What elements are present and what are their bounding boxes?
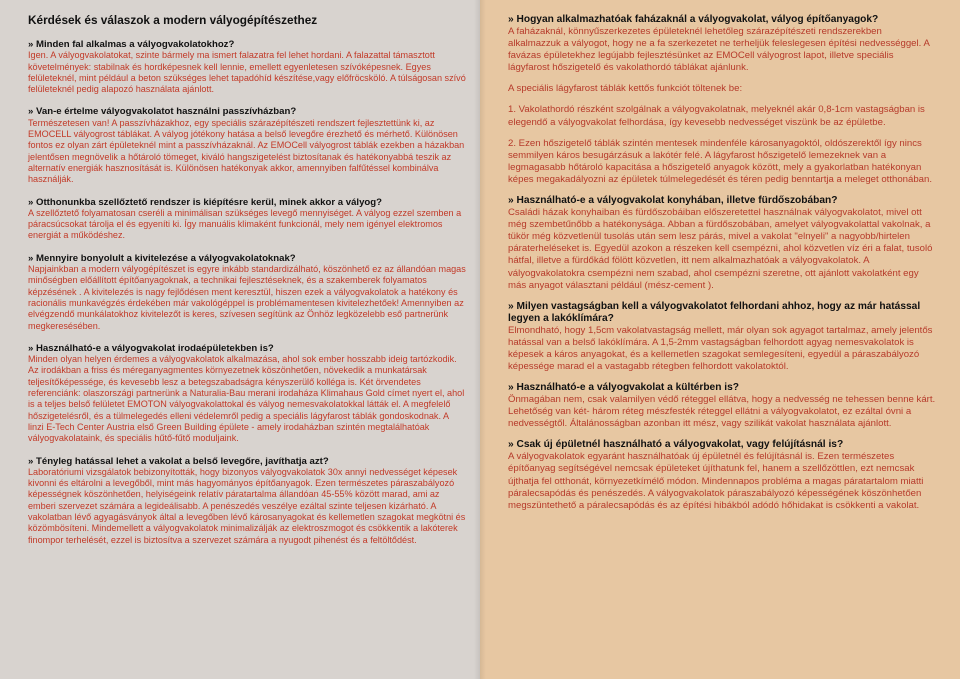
question: » Mennyire bonyolult a kivitelezése a vályogvakolatoknak?: [28, 252, 296, 264]
qa-section: [28, 106, 466, 185]
answer: A faházaknál, könnyűszerkezetes épületeknél lehetőleg szárazépítészeti rendszerekben alkalmazzuk a vályogot, hogy ne a fa szerkezetet ne terheljük feleslegesen építési nedvességgel. A favázas épületekhez legújabb fejlesztésünket az EMOCell vályogrost lapot, illetve speciális lágyfarost hőszigetelő és vakolathordó táblákat ajánlunk.: [508, 26, 930, 74]
question: » Használható-e a vályogvakolat a kültérben is?: [508, 382, 739, 394]
question: » Milyen vastagságban kell a vályogvakolatot felhordani ahhoz, hogy az már hatással legyen a lakóklímára?: [508, 300, 921, 324]
answer: Igen. A vályogvakolatokat, szinte bármely ma ismert falazatra fel lehet hordani. A falazattal támasztott követelmények: stabilnak és hordképesnek kell lennie, emellett egyenletesen szívóképesnek. Egyes felületeknél, mint például a beton szükséges lehet tapadóhíd készítése,vagy előfröcsköló. A túlságosan szívó felületeknél pedig alapozó használata ajánlott.: [28, 50, 466, 95]
answer: Elmondható, hogy 1,5cm vakolatvastagság mellett, már olyan sok agyagot tartalmaz, amely jelentős hatással van a belső lakóklímára. A 1,5-2mm vastagságban felhordott agyag nemesvakolatok is képesek a káros anyagokat, és a kellemetlen szagokat semlegesíteni, egyedül a páraszabályozó képessége marad el a vastagabb rétegben felhordott vakolatoktól.: [508, 324, 933, 372]
page-heading: Kérdések és válaszok a modern vályogépítészethez: [28, 13, 318, 27]
question: » Otthonunkba szellőztető rendszer is kiépítésre kerül, minek akkor a vályog?: [28, 196, 383, 208]
qa-section: [28, 343, 466, 445]
qa-section: [508, 439, 936, 511]
qa-section: [508, 195, 936, 292]
question: » Van-e értelme vályogvakolatot használni passzívházban?: [28, 106, 297, 118]
question: » Csak új épületnél használható a vályogvakolat, vagy felújításnál is?: [508, 439, 844, 451]
answer-paragraph: 2. Ezen hőszigetelő táblák szintén mentesek mindenféle károsanyagoktól, oldószerektől így nincs semmilyen káros besugárzásuk a lakótér felé. A lágyfarost hőszigetelő lemezeknek van a legmagasabb hőtároló kapacitása a hőszigetelő anyagok között, mely a gyakorlatban hatékonyan képes megakadályozni az épületek túlmelegedését és téren pedig benntartja a meleget otthonában.: [508, 137, 933, 185]
answer: Természetesen van! A passzívházakhoz, egy speciális szárazépítészeti rendszert fejlesztettünk ki, az EMOCELL vályogrost táblákat. A vályog jótékony hatása a belső levegőre érezhető és mérhető. Különösen fontos ez olyan zárt épületeknél mint a passzívházaknál. Az EMOCell vályogrost táblák ezekben a házakban jelentősen megnövelik a hőtároló tömeget, kiváló hangszigetelést biztosítanak és hatékonyabbá teszik az alternatív energiák hasznosítását is. Különösen hatékonyak akkor, amennyiben falfűtéssel kombinálva használják.: [28, 117, 465, 185]
question: » Használható-e a vályogvakolat irodaépületekben is?: [28, 342, 274, 354]
answer: Napjainkban a modern vályogépítészet is egyre inkább standardizálható, köszönhető ez az állandóan magas minőségben előállított építőanyagoknak, a technikai fejlesztéseknek, és a szakemberek folyamatos képzésének . A kivitelezés is nagy fejlődésen ment keresztül, hiszen ezek a vályogvakolatok a hatékony és racionális munkavégzés érdekében már vakológéppel is problémamentesen kivitelezhetőek! Amennyiben az elvégzendő munkálatokhoz kivitelezőt is keres, szívesen segítünk az Önhöz legközelebb eső partnerünk megkeresésében.: [28, 264, 466, 331]
answer: Önmagában nem, csak valamilyen védő réteggel ellátva, hogy a nedvesség ne tehessen benne kárt. Lehetőség van két- három réteg mészfesték réteggel ellátni a vályogvakolatot, ez ezáltal óvni a nedvességtől. Általánosságban azonban itt mész, vagy szilikát vakolat használata ajánlott.: [508, 394, 936, 430]
question: » Használható-e a vályogvakolat konyhában, illetve fürdőszobában?: [508, 195, 838, 207]
answer: A szellőztető folyamatosan cseréli a minimálisan szükséges levegő mennyiséget. A vályog ezzel szemben a páracsúcsokat tárolja el és egyeníti ki. Így manuális klimaként funkcionál, mely nem igényel elektromos energiát a működéshez.: [28, 207, 462, 241]
qa-section: [28, 39, 466, 95]
page-fold-shadow: [474, 0, 486, 679]
answer: Családi házak konyhaiban és fürdőszobáiban előszeretettel használnak vályogvakolatot, mivel ott még szembetűnőbb a hatékonysága. Abban a fürdőszobában, amelyet vályogvakolattal vakolnak, a tükör még közvetlenül tusolás után sem lesz párás, mivel a vakolat "elnyeli" a nagyobb/hirtelen páraterheléseket is. Egyedül azokon a részeken kell csempézni, ahol közvetlen víz éri a falat, tusoló hátfal, illetve a fürdőkád fölött közvetlen, itt nem alkalmazhatóak a vályogvakolatok. A vályogvakolatokra csempézni nem szabad, ahol csempézni szeretne, ott ajánlott vakolatként egy más anyagot választani például (mész-cement ).: [508, 207, 933, 291]
right-page: [480, 0, 960, 679]
qa-section: [28, 456, 466, 546]
qa-section: [508, 301, 936, 373]
question: » Minden fal alkalmas a vályogvakolatokhoz?: [28, 39, 235, 50]
answer-paragraph: A speciális lágyfarost táblák kettős funkciót töltenek be:: [508, 83, 743, 95]
answer: Laboratóriumi vizsgálatok bebizonyították, hogy bizonyos vályogvakolatok 30x annyi nedvességet képesek kivonni és eltárolni a levegőből, mint más hagyományos építőanyagok. Ezen természetes páraszabályozó képességnek köszönhetően, helyiségeink relatív páratartalma állandóan 45-55% között marad, ami az emberi szervezet számára a legideálisabb. A penészedés veszélye ezáltal szinte teljesen kizárható. A vakolatban lévő agyagásványok által a levegőben lévő károsanyagokat és kellemetlen szagokat megkötni és közömbösíteni. Mindemellett a vályogvakolatok minimalizálják az elektroszmogot és csökkentik a lakóterek finompor terhelését, ezzel is biztosítva a szervezet számára a nyugodt pihenést és a feltöltődést.: [28, 466, 466, 545]
qa-section: [28, 197, 466, 242]
question: » Hogyan alkalmazhatóak faházaknál a vályogvakolat, vályog építőanyagok?: [508, 14, 879, 25]
answer-paragraph: 1. Vakolathordó részként szolgálnak a vályogvakolatnak, melyeknél akár 0,8-1cm vastagságban is elegendő a vályogvakolat felhordása, így kevesebb nedvességet viszünk be az épületbe.: [508, 104, 925, 128]
answer: A vályogvakolatok egyaránt használhatóak új épületnél és felújításnál is. Ezen természetes építőanyag segítségével nemcsak épületeket újíthatunk fel, hanem a szellőzöttlen, ezt nemcsak újthatja fel otthonát, környezetkímélő módon. Mindennapos probléma a magas páratartalom miatti páralecsapódás és penészedés. A vályogvakolatok páraszabályozó képességének köszönhetően megszüntethető a páralecsapódás és az építési hibákból adódó hőhidakat is csökkenti a vakolat.: [508, 451, 924, 511]
qa-section: [28, 253, 466, 332]
answer: Minden olyan helyen érdemes a vályogvakolatok alkalmazása, ahol sok ember hosszabb ideig tartózkodik. Az irodákban a friss és méreganyagmentes környezetnek köszönhetően, növekedik a munkatársak teljesítőképessége, és kevesebb lesz a betegszabadságra kényszerülő kollégа is. Két örvendetes referenciánk: olaszországi partnerünk a Naturalia-Bau merani irodaháza Klimahaus Gold címet nyert el, ahol is a teljes belső felületet EMOTON vályogvakolattokal és vályog nemesvakolatokkal látták el. A megfelelő hőszigetelésről, és a tülmelegedés elleni védelemről pedig a speciális lágyfarost táblák gondoskodnak. A linzi E-Tech Center Austria első Green Building épülete - amely irodaházban szintén megtalálhatóak vályogvakolataink, és speciális hűtő-fűtő moduljaink.: [28, 354, 465, 444]
qa-section: [508, 382, 936, 430]
question: » Tényleg hatással lehet a vakolat a belső levegőre, javíthatja azt?: [28, 455, 329, 467]
qa-section: [508, 14, 936, 186]
